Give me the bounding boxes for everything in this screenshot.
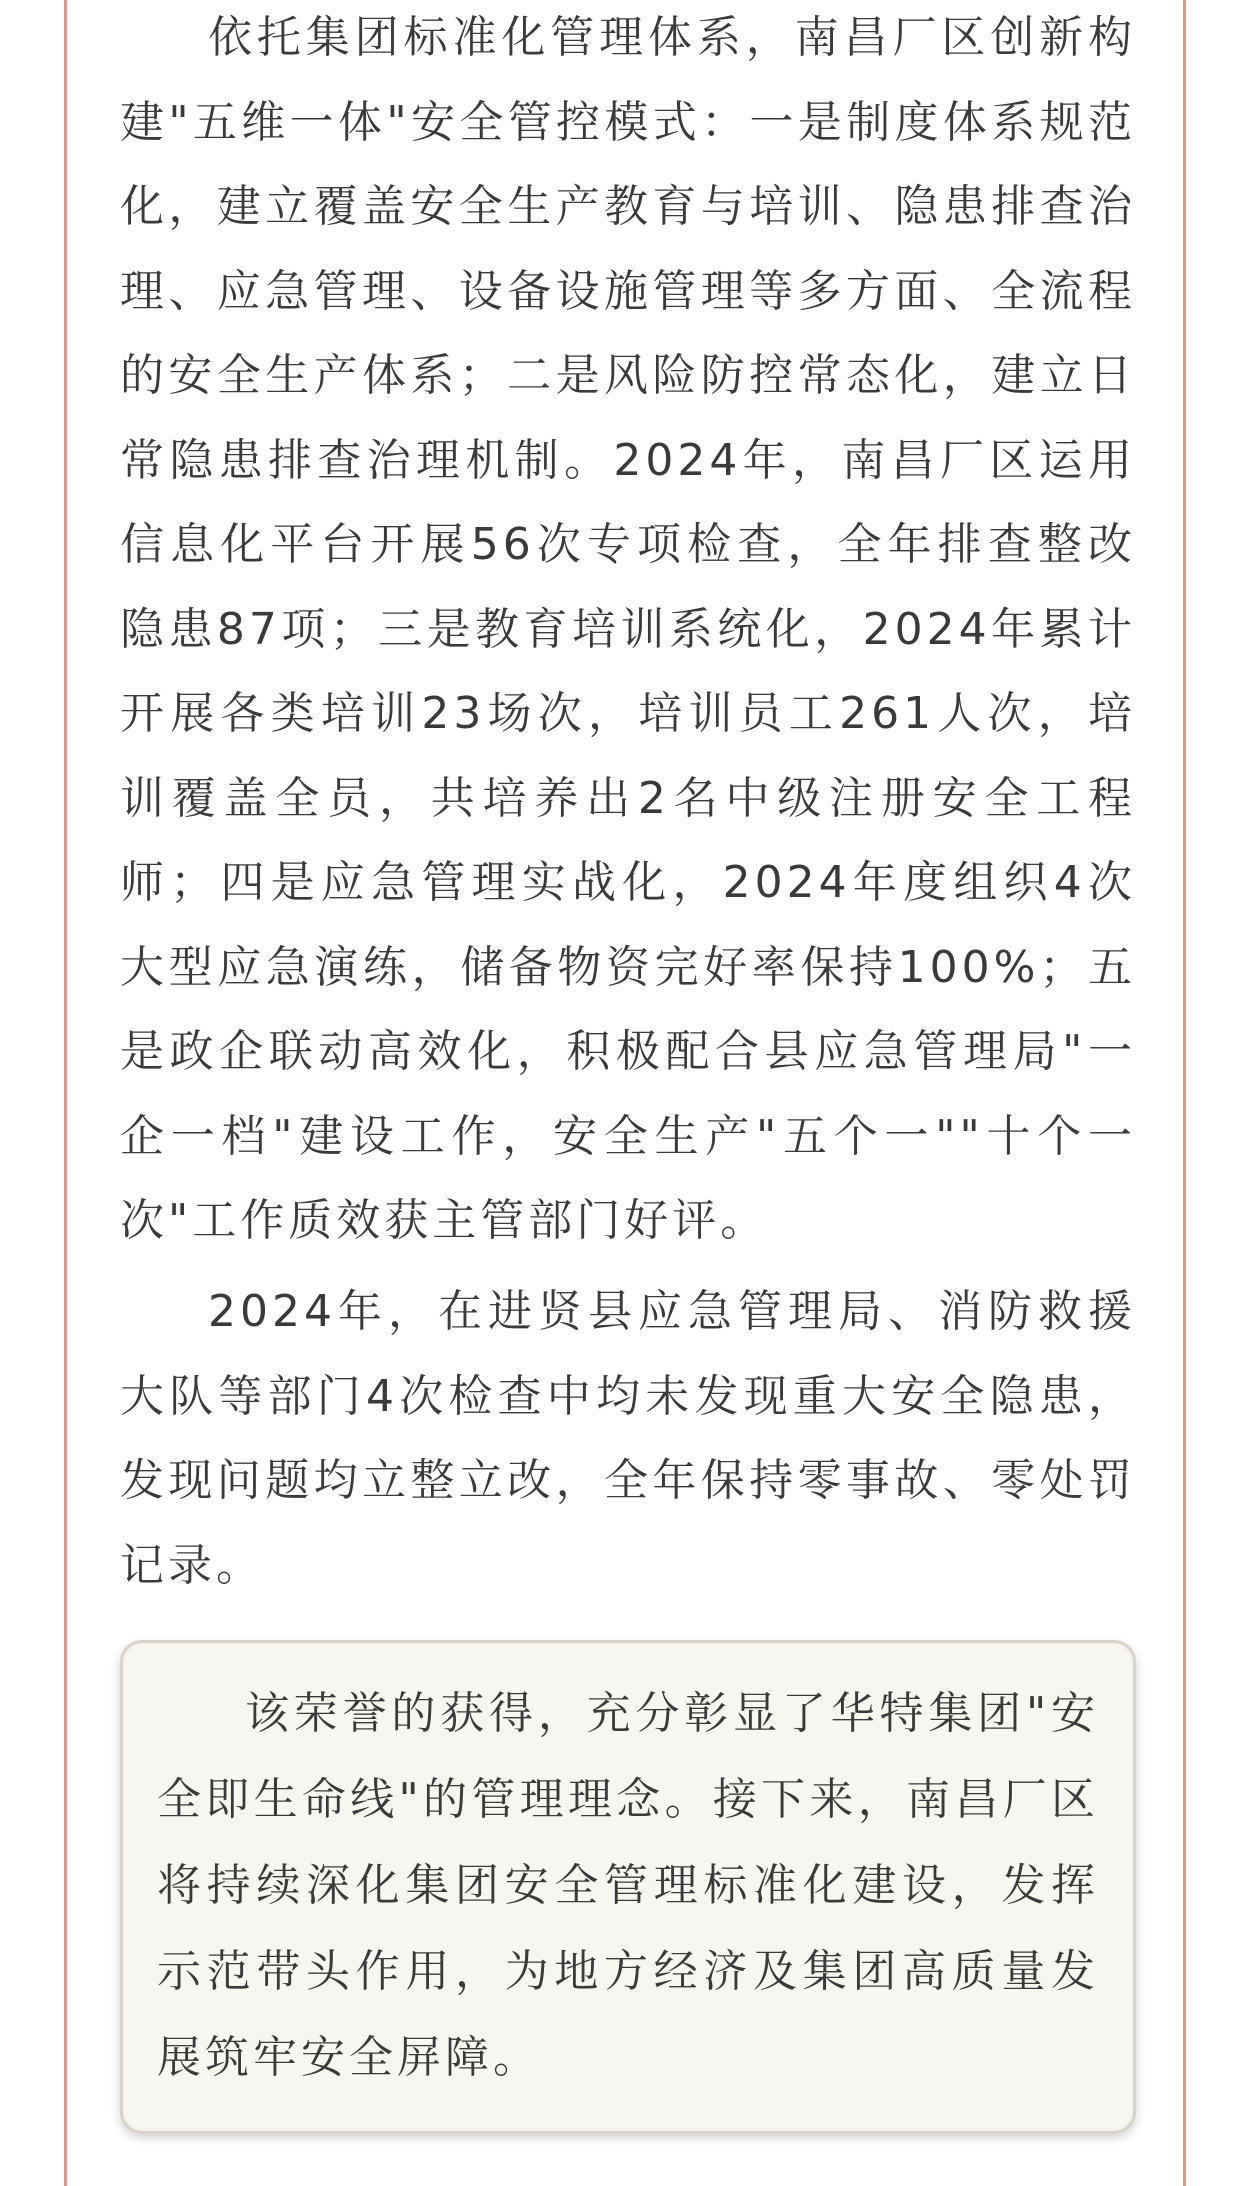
article-paragraph-2: 2024年，在进贤县应急管理局、消防救援大队等部门4次检查中均未发现重大安全隐患，发现问题均立整立改，全年保持零事故、零处罚记录。	[120, 1286, 1136, 1591]
article-paragraph-1: 依托集团标准化管理体系，南昌厂区创新构建"五维一体"安全管控模式：一是制度体系规范化，建立覆盖安全生产教育与培训、隐患排查治理、应急管理、设备设施管理等多方面、全流程的安全生产体系；二是风险防控常态化，建立日常隐患排查治理机制。2024年，南昌厂区运用信息化平台开展56次专项检查，全年排查整改隐患87项；三是教育培训系统化，2024年累计开展各类培训23场次，培训员工261人次，培训覆盖全员，共培养出2名中级注册安全工程师；四是应急管理实战化，2024年度组织4次大型应急演练，储备物资完好率保持100%；五是政企联动高效化，积极配合县应急管理局"一企一档"建设工作，安全生产"五个一""十个一次"工作质效获主管部门好评。	[120, 12, 1136, 1246]
callout-box	[120, 1640, 1136, 2134]
callout-text: 该荣誉的获得，充分彰显了华特集团"安全即生命线"的管理理念。接下来，南昌厂区将持续深化集团安全管理标准化建设，发挥示范带头作用，为地方经济及集团高质量发展筑牢安全屏障。	[157, 1688, 1099, 2083]
